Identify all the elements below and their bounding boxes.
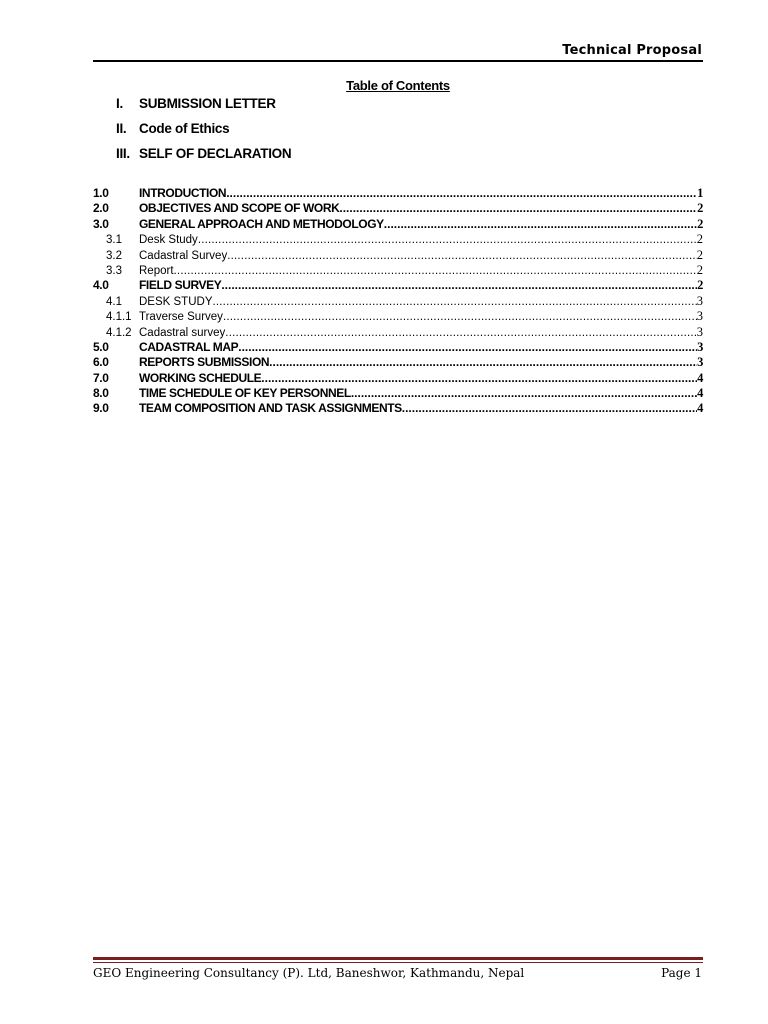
toc-entry[interactable] xyxy=(93,309,703,324)
toc-entry-page: 3 xyxy=(696,293,703,308)
toc-entry-label: CADASTRAL MAP xyxy=(139,339,239,354)
toc-entry-page: 2 xyxy=(697,201,703,216)
dot-leader xyxy=(261,371,697,386)
dot-leader xyxy=(221,278,697,293)
dot-leader xyxy=(226,186,697,201)
front-matter-label: Code of Ethics xyxy=(139,120,230,136)
toc-entry[interactable] xyxy=(93,340,703,355)
toc-entry-page: 4 xyxy=(697,386,703,401)
toc-entry-label: Desk Study xyxy=(139,234,198,247)
dot-leader xyxy=(198,233,697,248)
toc-entry-page: 3 xyxy=(697,339,703,354)
toc-entry-label: OBJECTIVES AND SCOPE OF WORK xyxy=(139,201,340,216)
dot-leader xyxy=(402,401,697,416)
toc-entry-num: 2.0 xyxy=(93,201,109,216)
front-matter-item[interactable] xyxy=(116,93,276,113)
toc-entry-label: WORKING SCHEDULE xyxy=(139,370,262,385)
toc-entry[interactable] xyxy=(93,294,703,309)
footer-company: GEO Engineering Consultancy (P). Ltd, Baneshwor, Kathmandu, Nepal xyxy=(93,966,525,980)
header-title: Technical Proposal xyxy=(562,43,702,58)
dot-leader xyxy=(225,326,696,341)
toc-entry-num: 4.0 xyxy=(93,278,109,293)
toc-entry-num: 8.0 xyxy=(93,386,109,401)
dot-leader xyxy=(174,264,697,279)
toc-entry-page: 3 xyxy=(696,324,703,339)
front-matter-num: II. xyxy=(116,120,127,136)
toc-entry-page: 3 xyxy=(696,309,703,324)
toc-entry-num: 4.1.1 xyxy=(106,311,132,324)
dot-leader xyxy=(351,386,697,401)
toc-entry-page: 2 xyxy=(696,247,703,262)
toc-entry-num: 4.1 xyxy=(106,295,122,308)
toc-entry-page: 2 xyxy=(696,262,703,277)
toc-entry-num: 1.0 xyxy=(93,186,109,200)
dot-leader xyxy=(227,249,697,264)
toc-entry-label: TEAM COMPOSITION AND TASK ASSIGNMENTS xyxy=(139,401,402,416)
toc-entry-page: 1 xyxy=(697,186,703,200)
front-matter-label: SELF OF DECLARATION xyxy=(139,145,292,161)
footer-rule xyxy=(93,957,703,960)
toc-entry-num: 3.3 xyxy=(106,264,122,277)
toc-entry-num: 5.0 xyxy=(93,339,109,354)
toc-entry[interactable] xyxy=(93,371,703,386)
toc-entry[interactable] xyxy=(93,386,703,401)
toc-entry-label: GENERAL APPROACH AND METHODOLOGY xyxy=(139,216,384,231)
header-rule xyxy=(93,60,703,62)
toc-title: Table of Contents xyxy=(346,78,450,93)
toc-entry-label: Cadastral Survey xyxy=(139,249,228,262)
dot-leader xyxy=(238,340,697,355)
footer-rule-thin xyxy=(93,962,703,963)
toc-entry[interactable] xyxy=(93,232,703,247)
front-matter-item[interactable] xyxy=(116,118,229,138)
toc-entry-page: 2 xyxy=(697,278,703,293)
toc-entry-page: 4 xyxy=(697,370,703,385)
front-matter-label: SUBMISSION LETTER xyxy=(139,95,276,111)
toc-entry[interactable] xyxy=(93,186,703,201)
toc-entry-label: DESK STUDY xyxy=(139,295,213,308)
toc-entry-label: REPORTS SUBMISSION xyxy=(139,355,270,370)
front-matter-item[interactable] xyxy=(116,143,291,163)
front-matter-num: III. xyxy=(116,145,130,161)
toc-entry[interactable] xyxy=(93,355,703,370)
toc-entry-label: INTRODUCTION xyxy=(139,186,227,200)
toc-entry-page: 3 xyxy=(697,355,703,370)
toc-entry-num: 4.1.2 xyxy=(106,326,132,339)
toc-entry-label: TIME SCHEDULE OF KEY PERSONNEL xyxy=(139,386,351,401)
dot-leader xyxy=(339,201,697,216)
toc-entry-label: FIELD SURVEY xyxy=(139,278,222,293)
toc-entry-num: 9.0 xyxy=(93,401,109,416)
toc-entry-num: 3.1 xyxy=(106,234,122,247)
toc-entry-num: 3.0 xyxy=(93,216,109,231)
toc-entry[interactable] xyxy=(93,278,703,293)
dot-leader xyxy=(213,295,697,310)
toc-entry[interactable] xyxy=(93,263,703,278)
toc-entry-num: 3.2 xyxy=(106,249,122,262)
dot-leader xyxy=(384,217,697,232)
dot-leader xyxy=(269,355,697,370)
toc-entry[interactable] xyxy=(93,401,703,416)
toc-entry[interactable] xyxy=(93,325,703,340)
footer-page-number: Page 1 xyxy=(661,966,702,980)
toc-entry-label: Traverse Survey xyxy=(139,311,223,324)
toc-entry-page: 2 xyxy=(696,232,703,247)
toc-entry[interactable] xyxy=(93,201,703,216)
toc-entry-num: 6.0 xyxy=(93,355,109,370)
toc-list xyxy=(93,186,703,417)
toc-entry-label: Cadastral survey xyxy=(139,326,226,339)
front-matter-num: I. xyxy=(116,95,123,111)
toc-entry-page: 2 xyxy=(697,216,703,231)
toc-entry-page: 4 xyxy=(697,401,703,416)
toc-entry[interactable] xyxy=(93,248,703,263)
toc-entry[interactable] xyxy=(93,217,703,232)
toc-entry-label: Report xyxy=(139,264,174,277)
dot-leader xyxy=(223,310,697,325)
toc-entry-num: 7.0 xyxy=(93,370,109,385)
